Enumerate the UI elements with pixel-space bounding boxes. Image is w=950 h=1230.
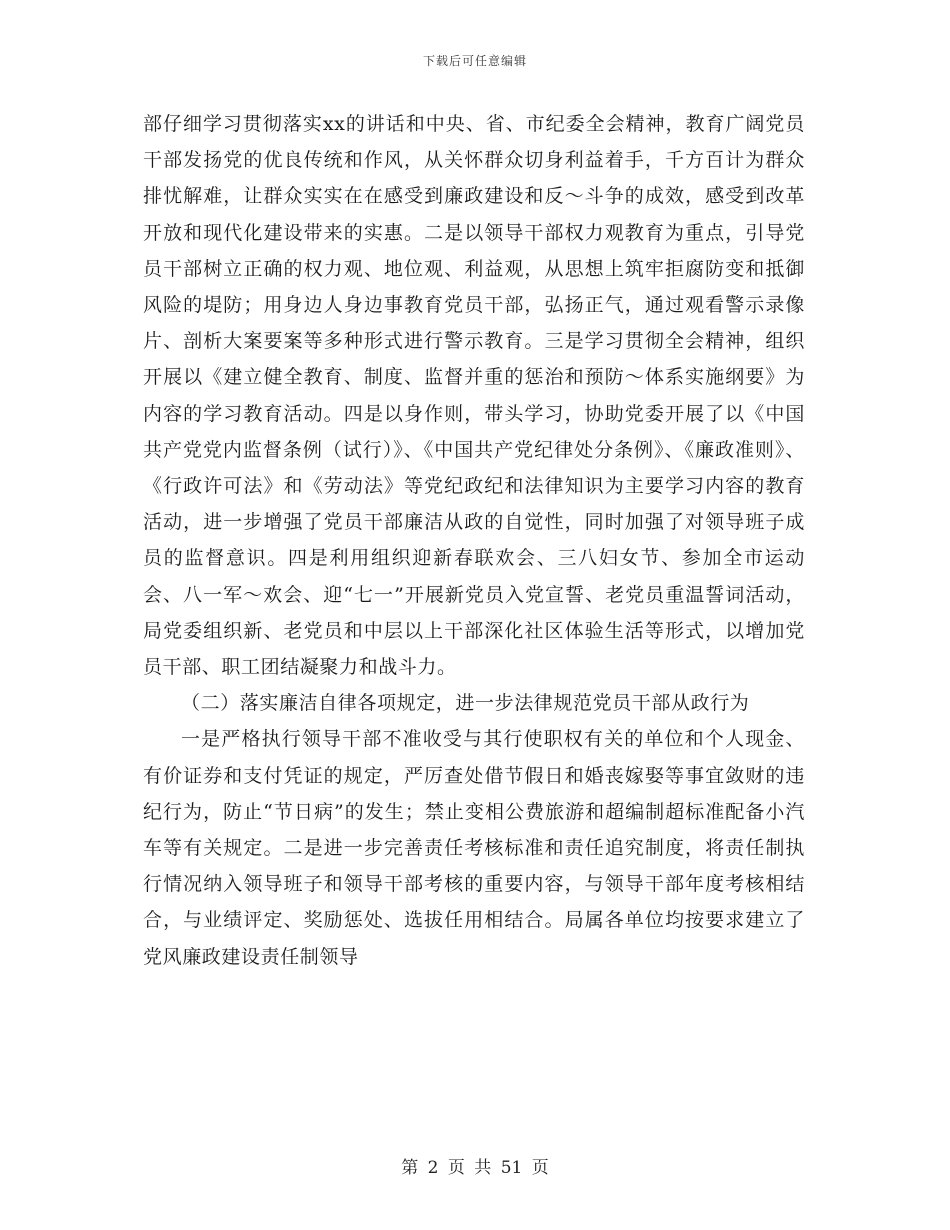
section-heading: （二）落实廉洁自律各项规定，进一步法律规范党员干部从政行为 — [181, 692, 750, 715]
body-paragraph-1: 部仔细学习贯彻落实xx的讲话和中央、省、市纪委全会精神，教育广阔党员干部发扬党的优良传统和作风，从关怀群众切身利益着手，千方百计为群众排忧解难，让群众实实在在感受到廉政建设和反～斗争的成效，感受到改革开放和现代化建设带来的实惠。二是以领导干部权力观教育为重点，引导党员干部树立正确的权力观、地位观、利益观，从思想上筑牢拒腐防变和抵御风险的堤防；用身边人身边事教育党员干部，弘扬正气，通过观看警示录像片、剖析大案要案等多种形式进行警示教育。三是学习贯彻全会精神，组织开展以《建立健全教育、制度、监督并重的惩治和预防～体系实施纲要》为内容的学习教育活动。四是以身作则，带头学习，协助党委开展了以《中国共产党党内监督条例（试行）》、《中国共产党纪律处分条例》、《廉政准则》、《行政许可法》和《劳动法》等党纪政纪和法律知识为主要学习内容的教育活动，进一步增强了党员干部廉洁从政的自觉性，同时加强了对领导班子成员的监督意识。四是利用组织迎新春联欢会、三八妇女节、参加全市运动会、八一军～欢会、迎“七一”开展新党员入党宣誓、老党员重温誓词活动，局党委组织新、老党员和中层以上干部深化社区体验生活等形式，以增加党员干部、职工团结凝聚力和战斗力。 — [143, 113, 805, 679]
body-paragraph-2: 一是严格执行领导干部不准收受与其行使职权有关的单位和个人现金、有价证券和支付凭证的规定，严厉查处借节假日和婚丧嫁娶等事宜敛财的违纪行为，防止“节日病”的发生；禁止变相公费旅游和超编制超标准配备小汽车等有关规定。二是进一步完善责任考核标准和责任追究制度，将责任制执行情况纳入领导班子和领导干部考核的重要内容，与领导干部年度考核相结合，与业绩评定、奖励惩处、选拔任用相结合。局属各单位均按要求建立了党风廉政建设责任制领导 — [143, 728, 805, 968]
document-body — [143, 106, 805, 975]
page-header: 下载后可任意编辑 — [422, 54, 527, 68]
page-number-footer: 第 2 页 共 51 页 — [401, 1158, 549, 1178]
